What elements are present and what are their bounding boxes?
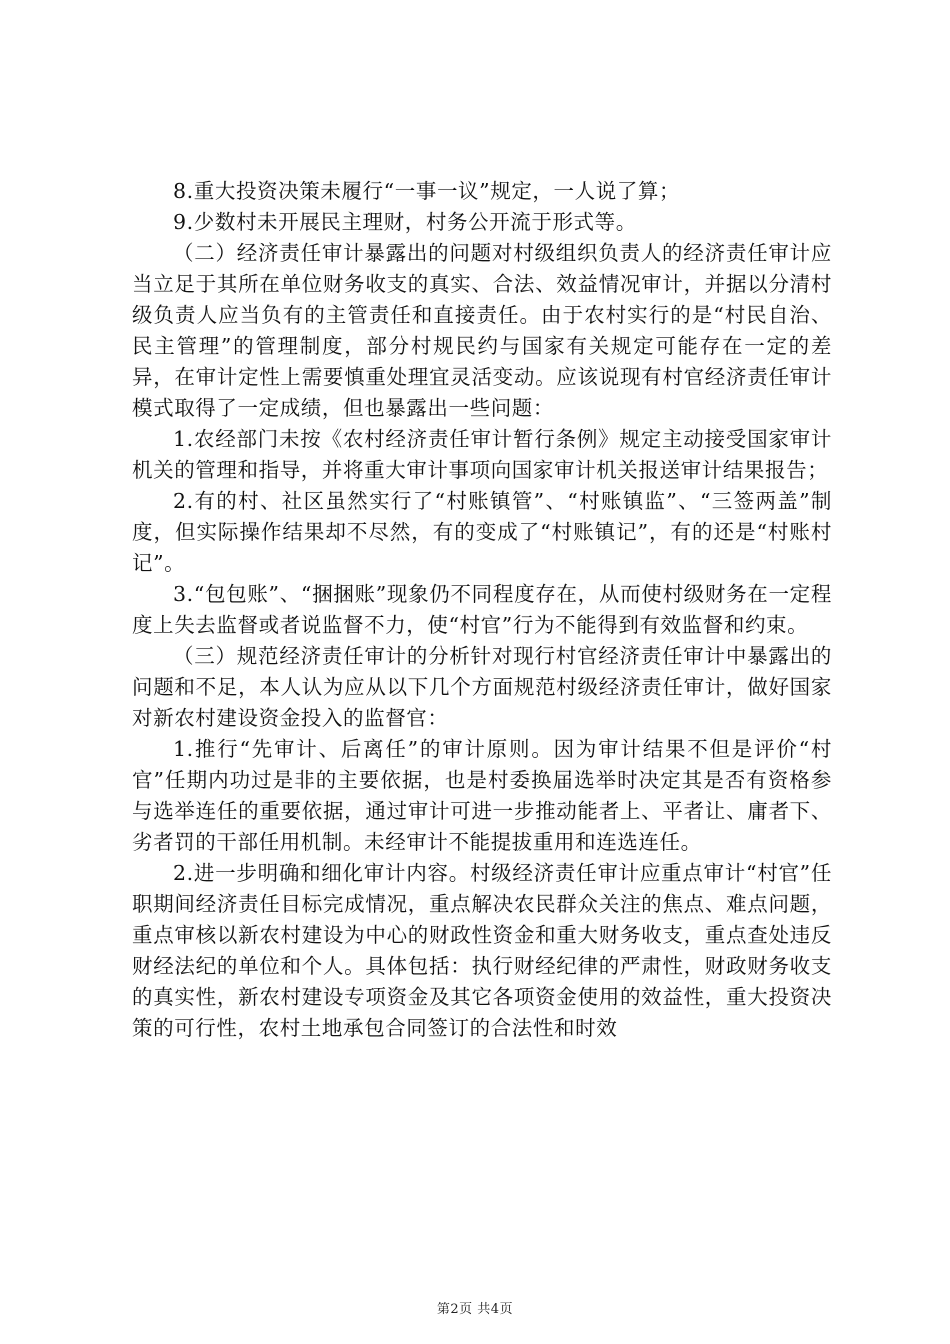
page-number-label: 第2页 共4页: [436, 1302, 514, 1317]
paragraph-section-2-item-1: 1.农经部门未按《农村经济责任审计暂行条例》规定主动接受国家审计机关的管理和指导，并将重大审计事项向国家审计机关报送审计结果报告；: [132, 427, 832, 482]
paragraph-section-3-item-1: 1.推行“先审计、后离任”的审计原则。因为审计结果不但是评价“村官”任期内功过是非的主要依据，也是村委换届选举时决定其是否有资格参与选举连任的重要依据，通过审计可进一步推动能者上、平者让、庸者下、劣者罚的干部任用机制。未经审计不能提拔重用和连选连任。: [132, 737, 832, 854]
paragraph-section-3-item-2: 2.进一步明确和细化审计内容。村级经济责任审计应重点审计“村官”任职期间经济责任目标完成情况，重点解决农民群众关注的焦点、难点问题，重点审核以新农村建设为中心的财政性资金和重大财务收支，重点查处违反财经法纪的单位和个人。具体包括：执行财经纪律的严肃性，财政财务收支的真实性，新农村建设专项资金及其它各项资金使用的效益性，重大投资决策的可行性，农村土地承包合同签订的合法性和时效: [132, 861, 832, 1040]
paragraph-section-2-item-3: 3.“包包账”、“捆捆账”现象仍不同程度存在，从而使村级财务在一定程度上失去监督或者说监督不力，使“村官”行为不能得到有效监督和约束。: [132, 582, 832, 637]
paragraph-item-9: 9.少数村未开展民主理财，村务公开流于形式等。: [173, 210, 637, 234]
paragraph-section-2: （二）经济责任审计暴露出的问题对村级组织负责人的经济责任审计应当立足于其所在单位财务收支的真实、合法、效益情况审计，并据以分清村级负责人应当负有的主管责任和直接责任。由于农村实行的是“村民自治、民主管理”的管理制度，部分村规民约与国家有关规定可能存在一定的差异，在审计定性上需要慎重处理宜灵活变动。应该说现有村官经济责任审计模式取得了一定成绩，但也暴露出一些问题：: [132, 241, 832, 420]
paragraph-section-3: （三）规范经济责任审计的分析针对现行村官经济责任审计中暴露出的问题和不足，本人认为应从以下几个方面规范村级经济责任审计，做好国家对新农村建设资金投入的监督官：: [132, 644, 832, 730]
page-footer: [0, 1298, 950, 1317]
paragraph-item-8: 8.重大投资决策未履行“一事一议”规定，一人说了算；: [173, 179, 681, 203]
document-body: [132, 176, 832, 1044]
paragraph-section-2-item-2: 2.有的村、社区虽然实行了“村账镇管”、“村账镇监”、“三签两盖”制度，但实际操作结果却不尽然，有的变成了“村账镇记”，有的还是“村账村记”。: [132, 489, 832, 575]
